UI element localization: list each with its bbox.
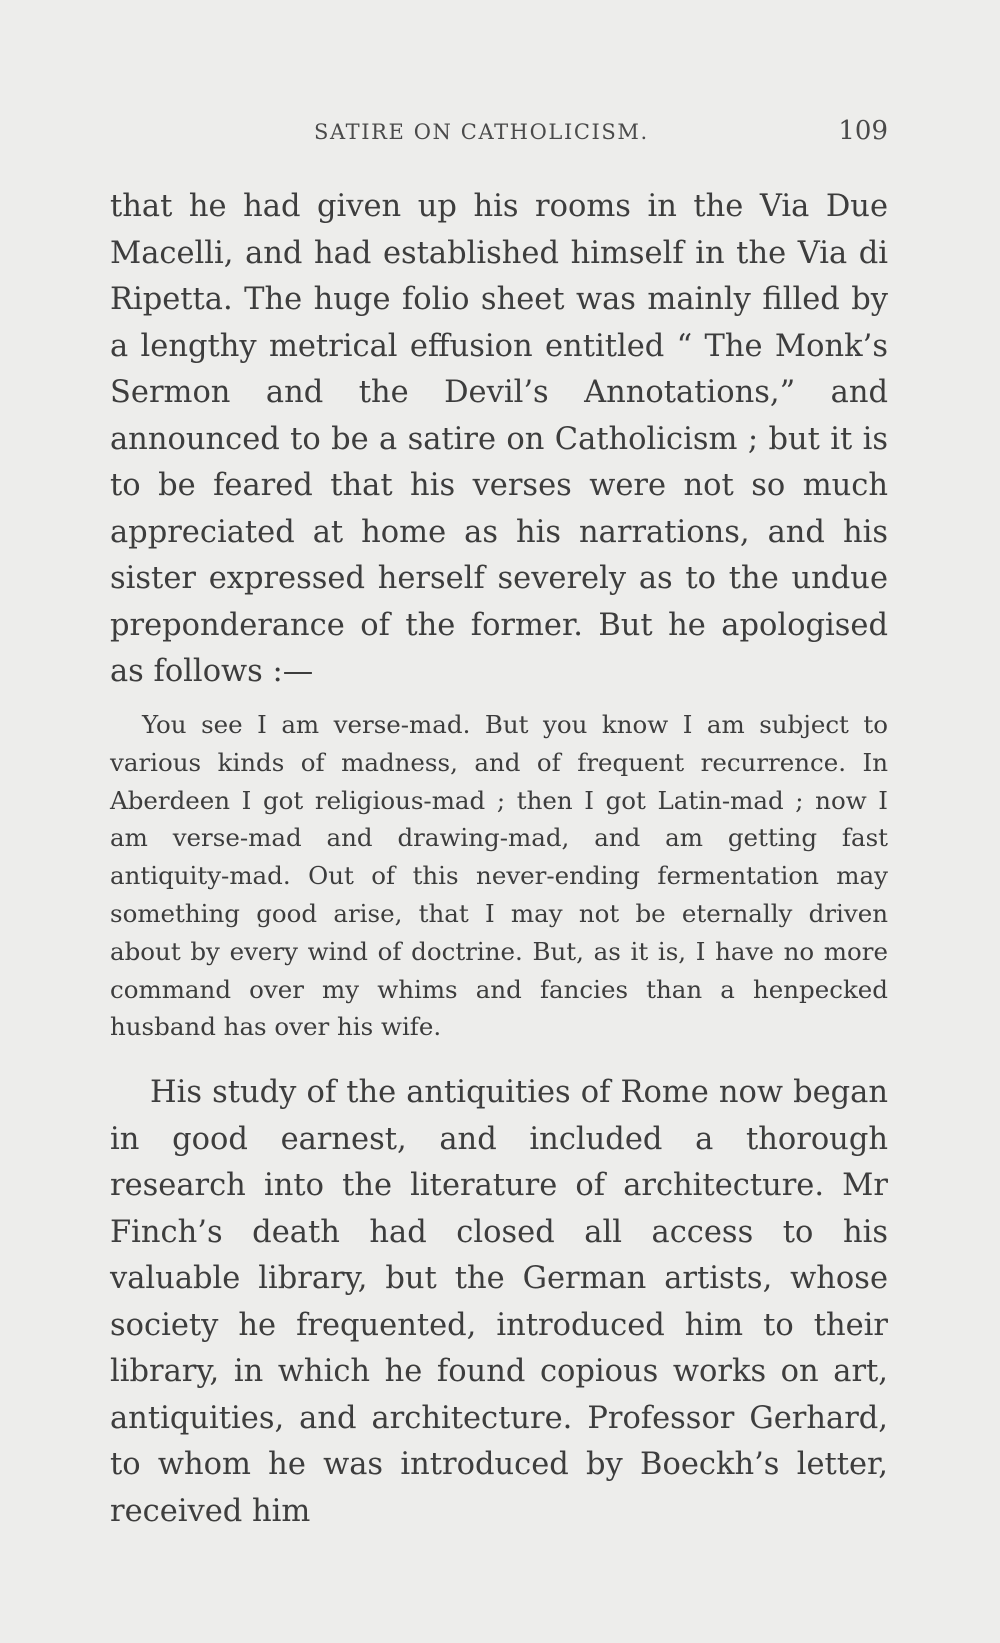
block-quotation xyxy=(110,706,888,1046)
paragraph-1-block xyxy=(110,184,888,696)
paragraph-1: that he had given up his rooms in the Via Due Macelli, and had established himself in the Via di Ripetta. The huge folio sheet was mainly filled by a lengthy metrical effusion entitled “ The Monk’s Sermon and the Devil’s Annotations,” and announced to be a satire on Catholicism ; but it is to be feared that his verses were not so much appreciated at home as his narrations, and his sister expressed herself severely as to the undue preponderance of the former. But he apologised as follows :— xyxy=(110,189,888,689)
quotation-text: You see I am verse-mad. But you know I am subject to various kinds of madness, and of frequent recurrence. In Aberdeen I got religious-mad ; then I got Latin-mad ; now I am verse-mad and drawing-mad, and am getting fast antiquity-mad. Out of this never-ending fermentation may something good arise, that I may not be eternally driven about by every wind of doctrine. But, as it is, I have no more command over my whims and fancies than a henpecked husband has over his wife. xyxy=(110,710,888,1042)
paragraph-2-block xyxy=(110,1070,888,1535)
running-head: SATIRE ON CATHOLICISM. xyxy=(314,120,649,144)
page-header xyxy=(110,116,888,150)
page-number: 109 xyxy=(838,116,888,146)
paragraph-2: His study of the antiquities of Rome now began in good earnest, and included a thorough research into the literature of architecture. Mr Finch’s death had closed all access to his valuable library, but the German artists, whose society he frequented, introduced him to their library, in which he found copious works on art, antiquities, and architecture. Professor Gerhard, to whom he was introduced by Boeckh’s letter, received him xyxy=(110,1075,888,1529)
